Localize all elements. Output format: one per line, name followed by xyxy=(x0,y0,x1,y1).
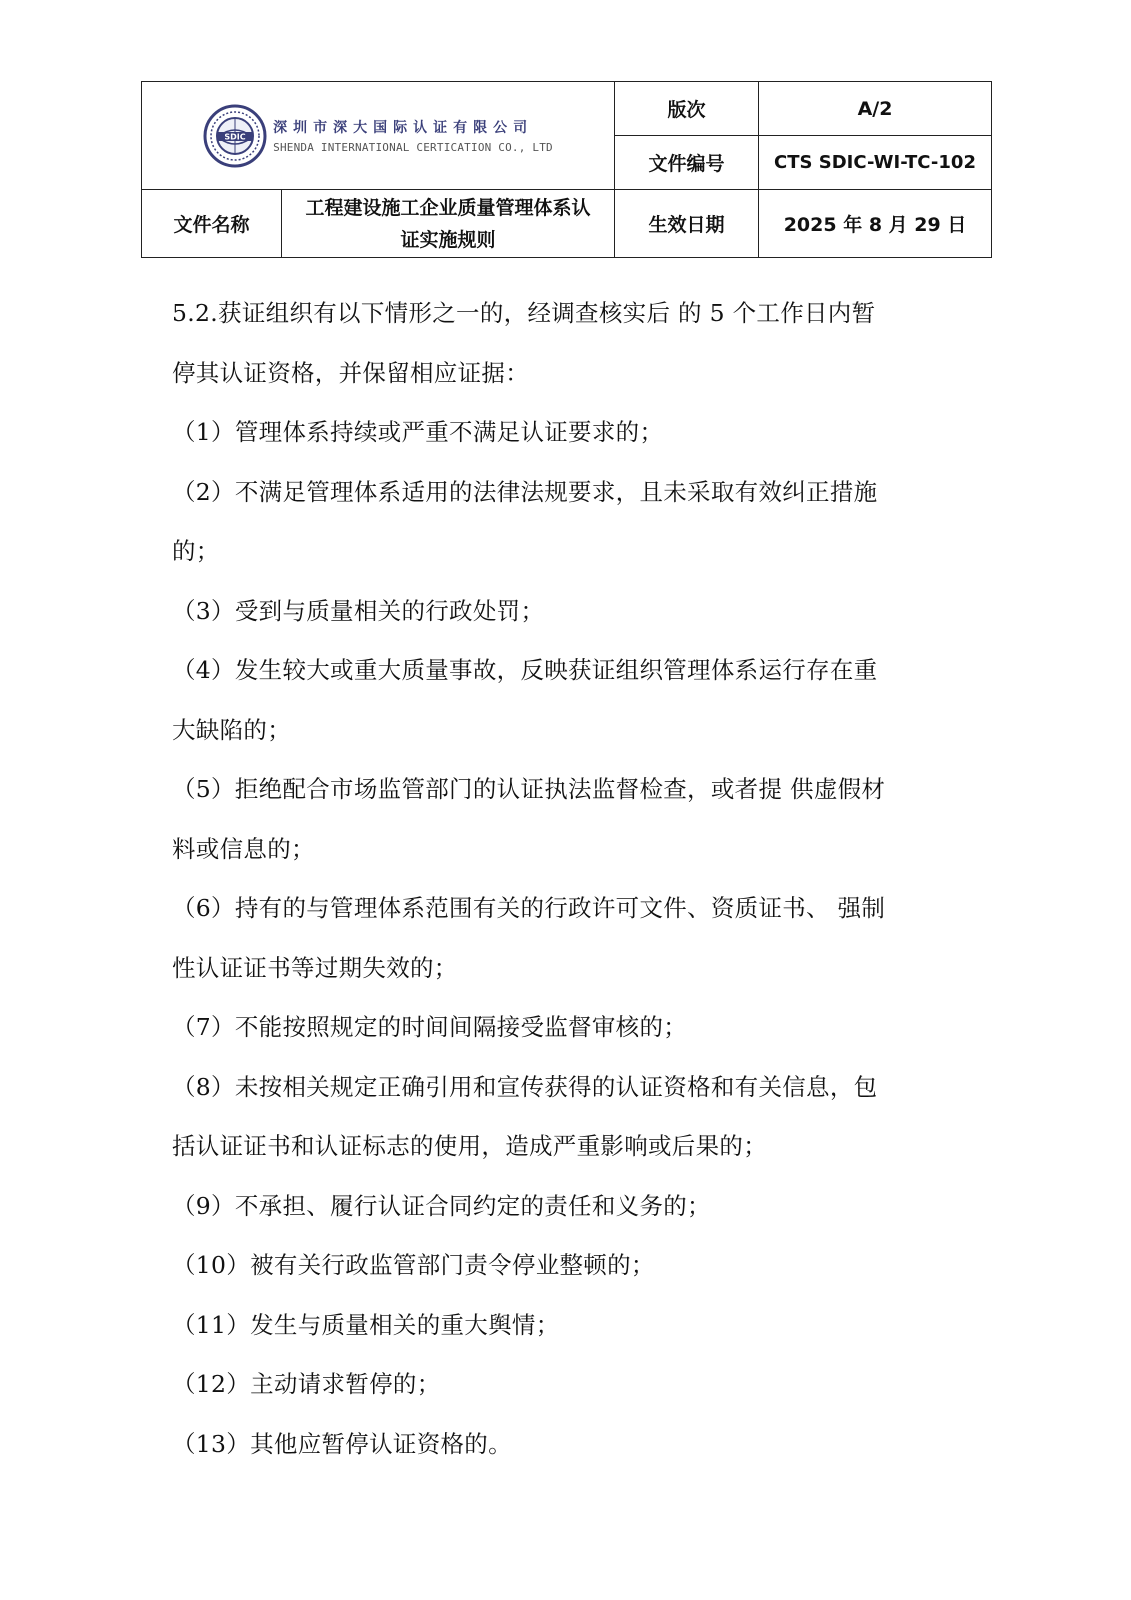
docname-line-1: 工程建设施工企业质量管理体系认 xyxy=(305,196,591,219)
body-line: （10）被有关行政监管部门责令停业整顿的； xyxy=(172,1251,655,1279)
body-line: 性认证证书等过期失效的； xyxy=(172,953,458,982)
docnum-value: CTS SDIC-WI-TC-102 xyxy=(759,136,992,190)
docname-value xyxy=(282,190,615,258)
date-value: 2025 年 8 月 29 日 xyxy=(759,190,992,258)
body-line: （6）持有的与管理体系范围有关的行政许可文件、资质证书、 强制 xyxy=(172,894,886,922)
version-value: A/2 xyxy=(759,82,992,136)
body-line: 料或信息的； xyxy=(172,834,315,863)
body-line: （3）受到与质量相关的行政处罚； xyxy=(172,596,545,625)
version-label: 版次 xyxy=(615,82,759,136)
document-body xyxy=(172,284,967,1474)
body-line: （12）主动请求暂停的； xyxy=(172,1370,441,1398)
docname-label: 文件名称 xyxy=(142,190,282,258)
body-line: 的； xyxy=(172,537,220,565)
body-line: （5）拒绝配合市场监管部门的认证执法监督检查，或者提 供虚假材 xyxy=(172,775,886,803)
body-line: （2）不满足管理体系适用的法律法规要求，且未采取有效纠正措施 xyxy=(172,477,878,506)
sdic-seal-icon xyxy=(203,104,267,168)
body-line: 大缺陷的； xyxy=(172,715,291,744)
body-line: 括认证证书和认证标志的使用，造成严重影响或后果的； xyxy=(172,1132,767,1160)
body-line: （1）管理体系持续或严重不满足认证要求的； xyxy=(172,418,664,446)
date-label: 生效日期 xyxy=(615,190,759,258)
body-line: （7）不能按照规定的时间间隔接受监督审核的； xyxy=(172,1013,688,1041)
body-line: 5.2.获证组织有以下情形之一的，经调查核实后 的 5 个工作日内暂 xyxy=(172,299,876,327)
document-header-table xyxy=(141,81,992,258)
body-line: 停其认证资格，并保留相应证据： xyxy=(172,358,529,387)
body-line: （4）发生较大或重大质量事故，反映获证组织管理体系运行存在重 xyxy=(172,656,878,684)
body-line: （8）未按相关规定正确引用和宣传获得的认证资格和有关信息，包 xyxy=(172,1072,878,1101)
docnum-label: 文件编号 xyxy=(615,136,759,190)
company-name-en: SHENDA INTERNATIONAL CERTICATION CO., LTD xyxy=(273,141,553,154)
company-logo-cell xyxy=(142,82,615,190)
body-line: （13）其他应暂停认证资格的。 xyxy=(172,1429,512,1458)
company-name-cn: 深圳市深大国际认证有限公司 xyxy=(273,120,534,136)
body-line: （11）发生与质量相关的重大舆情； xyxy=(172,1310,560,1339)
docname-line-2: 证实施规则 xyxy=(400,228,496,251)
body-line: （9）不承担、履行认证合同约定的责任和义务的； xyxy=(172,1191,711,1220)
svg-text:SDIC: SDIC xyxy=(224,132,246,141)
company-logo xyxy=(142,82,614,189)
